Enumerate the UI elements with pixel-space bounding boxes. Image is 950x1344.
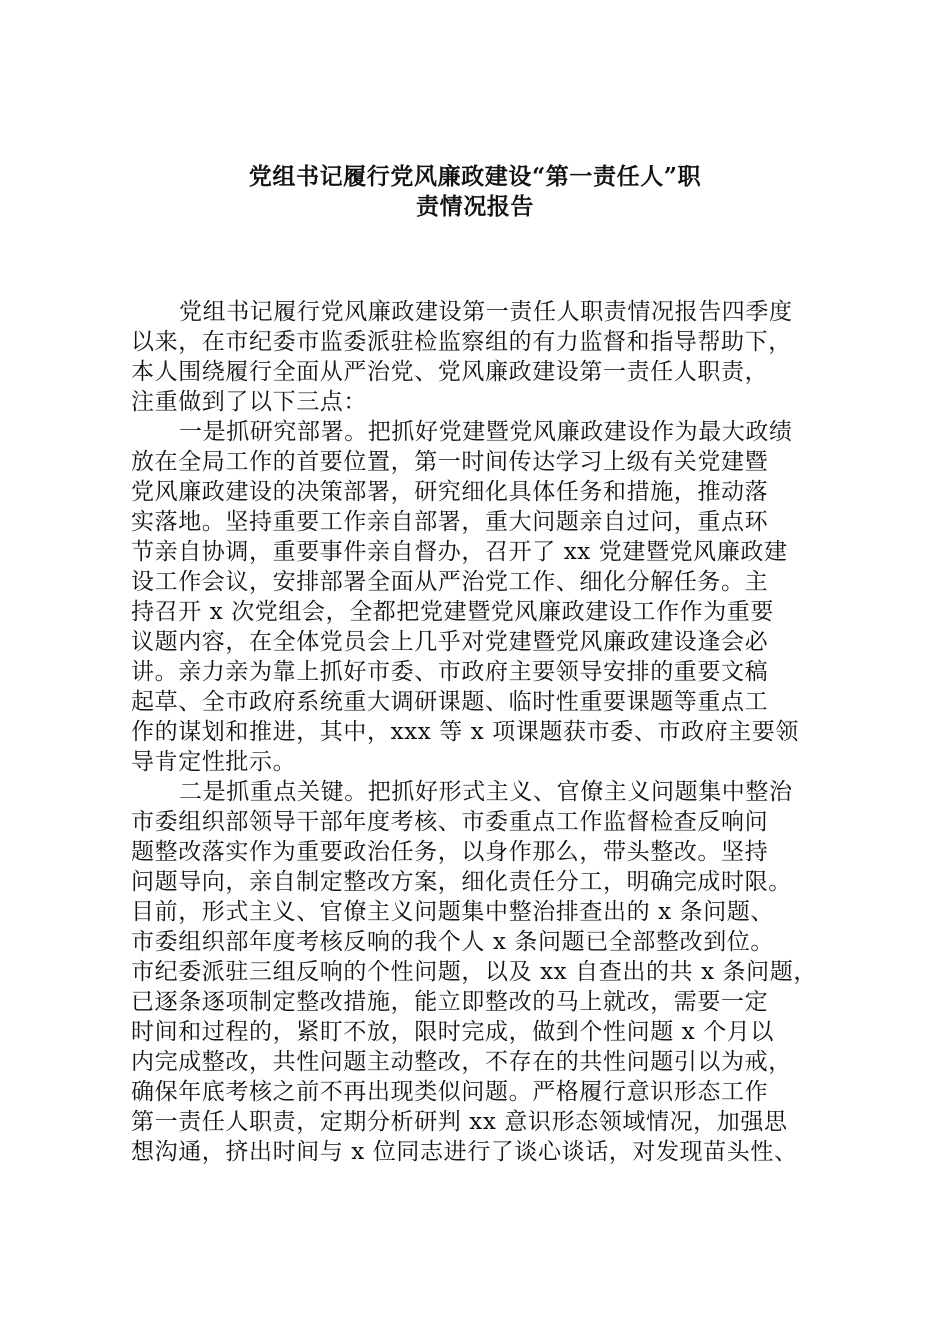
text-line: 问题导向，亲自制定整改方案，细化责任分工，明确完成时限。 (131, 869, 792, 895)
text-line: 作的谋划和推进，其中，xxx 等 x 项课题获市委、市政府主要领 (131, 719, 800, 745)
text-line: 注重做到了以下三点： (131, 389, 367, 415)
text-line: 持召开 x 次党组会，全都把党建暨党风廉政建设工作作为重要 (131, 599, 774, 625)
title-line-1: 党组书记履行党风廉政建设“第一责任人”职 (248, 163, 702, 190)
text-line: 以来，在市纪委市监委派驻检监察组的有力监督和指导帮助下， (131, 329, 792, 355)
paragraph-research-deployment (131, 417, 843, 777)
text-line: 确保年底考核之前不再出现类似问题。严格履行意识形态工作 (131, 1079, 769, 1105)
text-line: 实落地。坚持重要工作亲自部署，重大问题亲自过问，重点环 (131, 509, 769, 535)
text-line: 题整改落实作为重要政治任务，以身作那么，带头整改。坚持 (131, 839, 769, 865)
text-line: 放在全局工作的首要位置，第一时间传达学习上级有关党建暨 (131, 449, 769, 475)
paragraph-intro (131, 297, 843, 417)
paragraph-key-points (131, 777, 843, 1167)
text-line: 导肯定性批示。 (131, 749, 297, 775)
text-line: 本人围绕履行全面从严治党、党风廉政建设第一责任人职责， (131, 359, 769, 385)
text-line: 市纪委派驻三组反响的个性问题，以及 xx 自查出的共 x 条问题， (131, 959, 817, 985)
title-line-2: 责情况报告 (416, 193, 534, 220)
text-line: 讲。亲力亲为靠上抓好市委、市政府主要领导安排的重要文稿 (131, 659, 769, 685)
text-line: 想沟通，挤出时间与 x 位同志进行了谈心谈话，对发现苗头性、 (131, 1139, 798, 1165)
text-line: 内完成整改，共性问题主动整改，不存在的共性问题引以为戒， (131, 1049, 792, 1075)
text-line: 党风廉政建设的决策部署，研究细化具体任务和措施，推动落 (131, 479, 769, 505)
text-line: 一是抓研究部署。把抓好党建暨党风廉政建设作为最大政绩 (179, 419, 793, 445)
text-line: 党组书记履行党风廉政建设第一责任人职责情况报告四季度 (179, 299, 793, 325)
document-title (118, 162, 832, 222)
document-body (131, 297, 843, 1167)
text-line: 时间和过程的，紧盯不放，限时完成，做到个性问题 x 个月以 (131, 1019, 774, 1045)
text-line: 二是抓重点关键。把抓好形式主义、官僚主义问题集中整治 (179, 779, 793, 805)
text-line: 第一责任人职责，定期分析研判 xx 意识形态领域情况，加强思 (131, 1109, 788, 1135)
text-line: 议题内容，在全体党员会上几乎对党建暨党风廉政建设逢会必 (131, 629, 769, 655)
text-line: 市委组织部年度考核反响的我个人 x 条问题已全部整改到位。 (131, 929, 774, 955)
text-line: 设工作会议，安排部署全面从严治党工作、细化分解任务。主 (131, 569, 769, 595)
text-line: 目前，形式主义、官僚主义问题集中整治排查出的 x 条问题、 (131, 899, 774, 925)
text-line: 节亲自协调，重要事件亲自督办，召开了 xx 党建暨党风廉政建 (131, 539, 788, 565)
text-line: 起草、全市政府系统重大调研课题、临时性重要课题等重点工 (131, 689, 769, 715)
text-line: 市委组织部领导干部年度考核、市委重点工作监督检查反响问 (131, 809, 769, 835)
text-line: 已逐条逐项制定整改措施，能立即整改的马上就改，需要一定 (131, 989, 769, 1015)
